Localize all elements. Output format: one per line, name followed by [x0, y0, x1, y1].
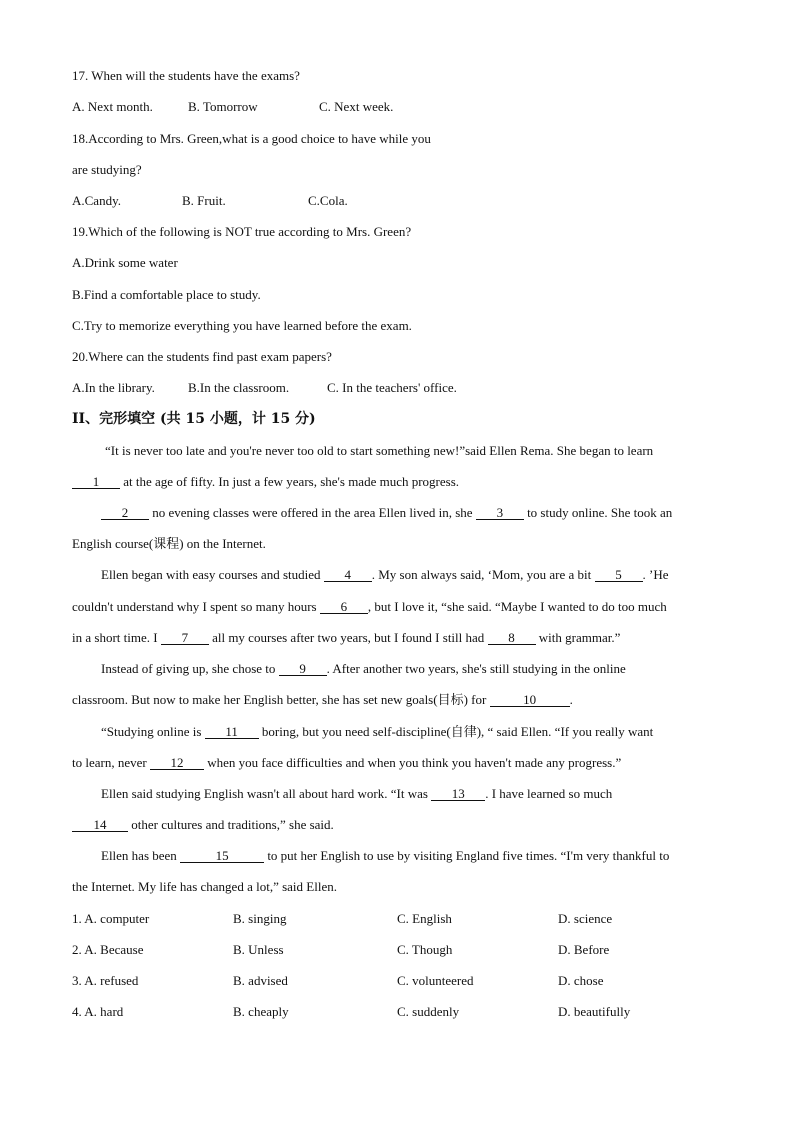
option-d: D. beautifully — [558, 1004, 631, 1019]
blank-11: 11 — [205, 725, 259, 739]
blank-3: 3 — [476, 506, 524, 520]
option-d: D. science — [558, 911, 613, 926]
passage-line: Instead of giving up, she chose to 9 . After another two years, she's still studying in the online — [101, 661, 626, 676]
question-19-option-c: C.Try to memorize everything you have learned before the exam. — [72, 318, 412, 333]
blank-12: 12 — [150, 756, 204, 770]
question-20: 20.Where can the students find past exam papers? — [72, 349, 332, 364]
option-a: A.Candy. — [72, 193, 121, 208]
option-b: B. singing — [233, 911, 287, 926]
option-a: 2. A. Because — [72, 942, 144, 957]
option-a: 3. A. refused — [72, 973, 139, 988]
blank-14: 14 — [72, 818, 128, 832]
passage-line: 1 at the age of fifty. In just a few years, she's made much progress. — [72, 474, 459, 490]
passage-line: couldn't understand why I spent so many hours 6 , but I love it, “she said. “Maybe I wanted to do too much — [72, 599, 667, 614]
option-b: B. advised — [233, 973, 288, 988]
passage-line: Ellen began with easy courses and studied 4 . My son always said, ‘Mom, you are a bit 5 . ’He — [101, 567, 669, 582]
option-b: B. Tomorrow — [188, 99, 258, 114]
option-b: B. Fruit. — [182, 193, 226, 208]
passage-line: Ellen has been 15 to put her English to use by visiting England five times. “I'm very thankful to — [101, 848, 670, 863]
question-19-option-a: A.Drink some water — [72, 255, 178, 270]
passage-line: to learn, never 12 when you face difficulties and when you think you haven't made any progress.” — [72, 755, 622, 770]
option-c: C. Next week. — [319, 99, 394, 114]
passage-line: “It is never too late and you're never too old to start something new!”said Ellen Rema. She began to learn — [105, 443, 654, 458]
passage-line: 14 other cultures and traditions,” she said. — [72, 817, 334, 833]
blank-6: 6 — [320, 600, 368, 614]
question-18-line-1: 18.According to Mrs. Green,what is a good choice to have while you — [72, 131, 431, 146]
blank-10: 10 — [490, 693, 570, 707]
question-19-option-b: B.Find a comfortable place to study. — [72, 287, 261, 302]
passage-line: “Studying online is 11 boring, but you need self-discipline(自律), “ said Ellen. “If you really want — [101, 724, 654, 739]
option-d: D. chose — [558, 973, 604, 988]
blank-1: 1 — [72, 475, 120, 489]
question-19: 19.Which of the following is NOT true according to Mrs. Green? — [72, 224, 412, 239]
option-a: A.In the library. — [72, 380, 155, 395]
question-18-line-2: are studying? — [72, 162, 142, 177]
section-heading: II、完形填空 (共 15 小题，计 15 分) — [72, 411, 316, 427]
option-c: C. English — [397, 911, 452, 926]
blank-2: 2 — [101, 506, 149, 520]
blank-7: 7 — [161, 631, 209, 645]
question-17: 17. When will the students have the exams? — [72, 68, 300, 83]
blank-9: 9 — [279, 662, 327, 676]
blank-8: 8 — [488, 631, 536, 645]
passage-line: classroom. But now to make her English better, she has set new goals(目标) for 10 . — [72, 692, 573, 707]
passage-line: English course(课程) on the Internet. — [72, 536, 266, 551]
option-b: B. Unless — [233, 942, 284, 957]
passage-line: in a short time. I 7 all my courses after two years, but I found I still had 8 with grammar.” — [72, 630, 621, 645]
option-a: 4. A. hard — [72, 1004, 124, 1019]
passage-line: Ellen said studying English wasn't all about hard work. “It was 13 . I have learned so much — [101, 786, 613, 801]
option-c: C. In the teachers' office. — [327, 380, 457, 395]
option-d: D. Before — [558, 942, 610, 957]
option-b: B.In the classroom. — [188, 380, 290, 395]
option-c: C.Cola. — [308, 193, 348, 208]
option-c: C. suddenly — [397, 1004, 460, 1019]
option-a: A. Next month. — [72, 99, 153, 114]
option-c: C. Though — [397, 942, 453, 957]
blank-5: 5 — [595, 568, 643, 582]
blank-13: 13 — [431, 787, 485, 801]
option-a: 1. A. computer — [72, 911, 150, 926]
passage-line: the Internet. My life has changed a lot,” said Ellen. — [72, 879, 337, 894]
passage-line: 2 no evening classes were offered in the area Ellen lived in, she 3 to study online. She took an — [101, 505, 672, 521]
option-b: B. cheaply — [233, 1004, 289, 1019]
option-c: C. volunteered — [397, 973, 474, 988]
blank-15: 15 — [180, 849, 264, 863]
blank-4: 4 — [324, 568, 372, 582]
